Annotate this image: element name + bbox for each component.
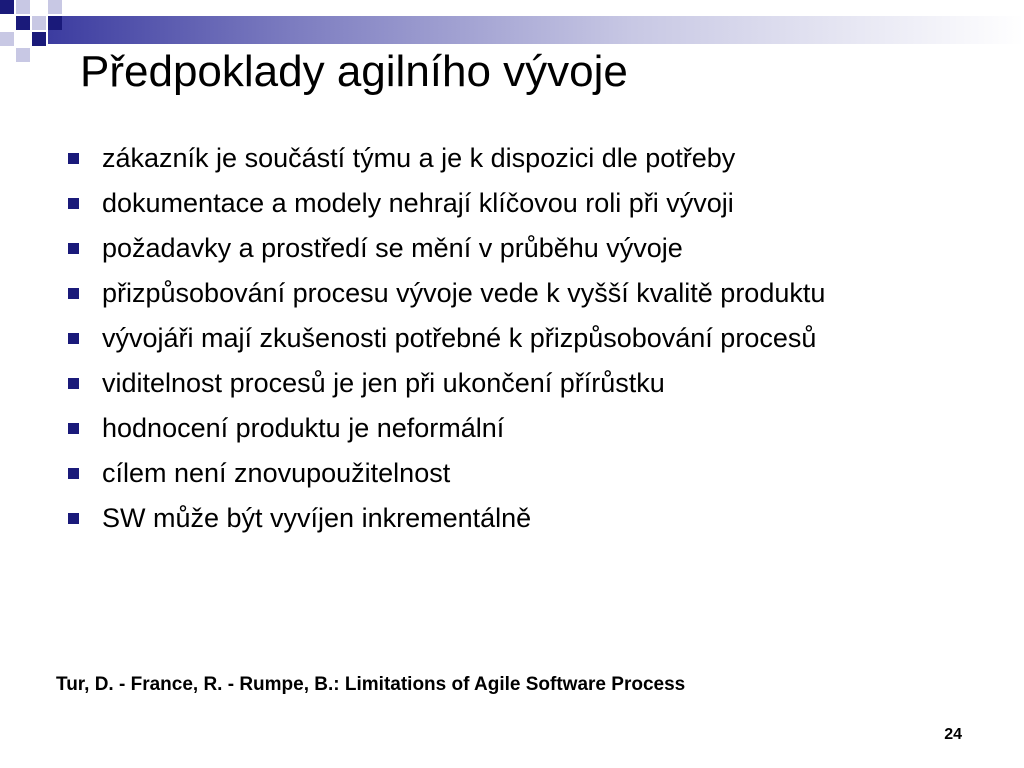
deco-square [16,48,30,62]
deco-square [16,16,30,30]
deco-square [0,0,14,14]
bullet-item [64,456,964,490]
bullet-item [64,186,964,220]
deco-square [48,0,62,14]
square-bullet-icon [68,288,79,299]
bullet-text: požadavky a prostředí se mění v průběhu vývoje [102,233,683,263]
deco-square [48,16,62,30]
page-number: 24 [944,726,962,743]
deco-square [32,16,46,30]
square-bullet-icon [68,153,79,164]
deco-square [32,32,46,46]
bullet-text: SW může být vyvíjen inkrementálně [102,503,532,533]
bullet-text: přizpůsobování procesu vývoje vede k vyšší kvalitě produktu [102,278,826,308]
bullet-item [64,501,964,535]
square-bullet-icon [68,198,79,209]
square-bullet-icon [68,513,79,524]
deco-square [16,0,30,14]
bullet-text: viditelnost procesů je jen při ukončení přírůstku [102,368,665,398]
bullet-item [64,366,964,400]
header-gradient-bar [48,16,1024,44]
bullet-item [64,321,964,355]
slide-title: Předpoklady agilního vývoje [80,47,628,96]
square-bullet-icon [68,378,79,389]
bullet-item [64,411,964,445]
bullet-item [64,276,964,310]
reference-citation: Tur, D. - France, R. - Rumpe, B.: Limitations of Agile Software Process [56,674,686,695]
square-bullet-icon [68,423,79,434]
bullet-list [64,141,964,546]
deco-square [32,0,46,14]
bullet-text: dokumentace a modely nehrají klíčovou roli při vývoji [102,188,734,218]
bullet-item [64,141,964,175]
bullet-text: zákazník je součástí týmu a je k dispozici dle potřeby [102,143,736,173]
deco-square [0,32,14,46]
square-bullet-icon [68,333,79,344]
bullet-text: hodnocení produktu je neformální [102,413,505,443]
bullet-text: vývojáři mají zkušenosti potřebné k přizpůsobování procesů [102,323,817,353]
bullet-item [64,231,964,265]
square-bullet-icon [68,468,79,479]
square-bullet-icon [68,243,79,254]
bullet-text: cílem není znovupoužitelnost [102,458,451,488]
